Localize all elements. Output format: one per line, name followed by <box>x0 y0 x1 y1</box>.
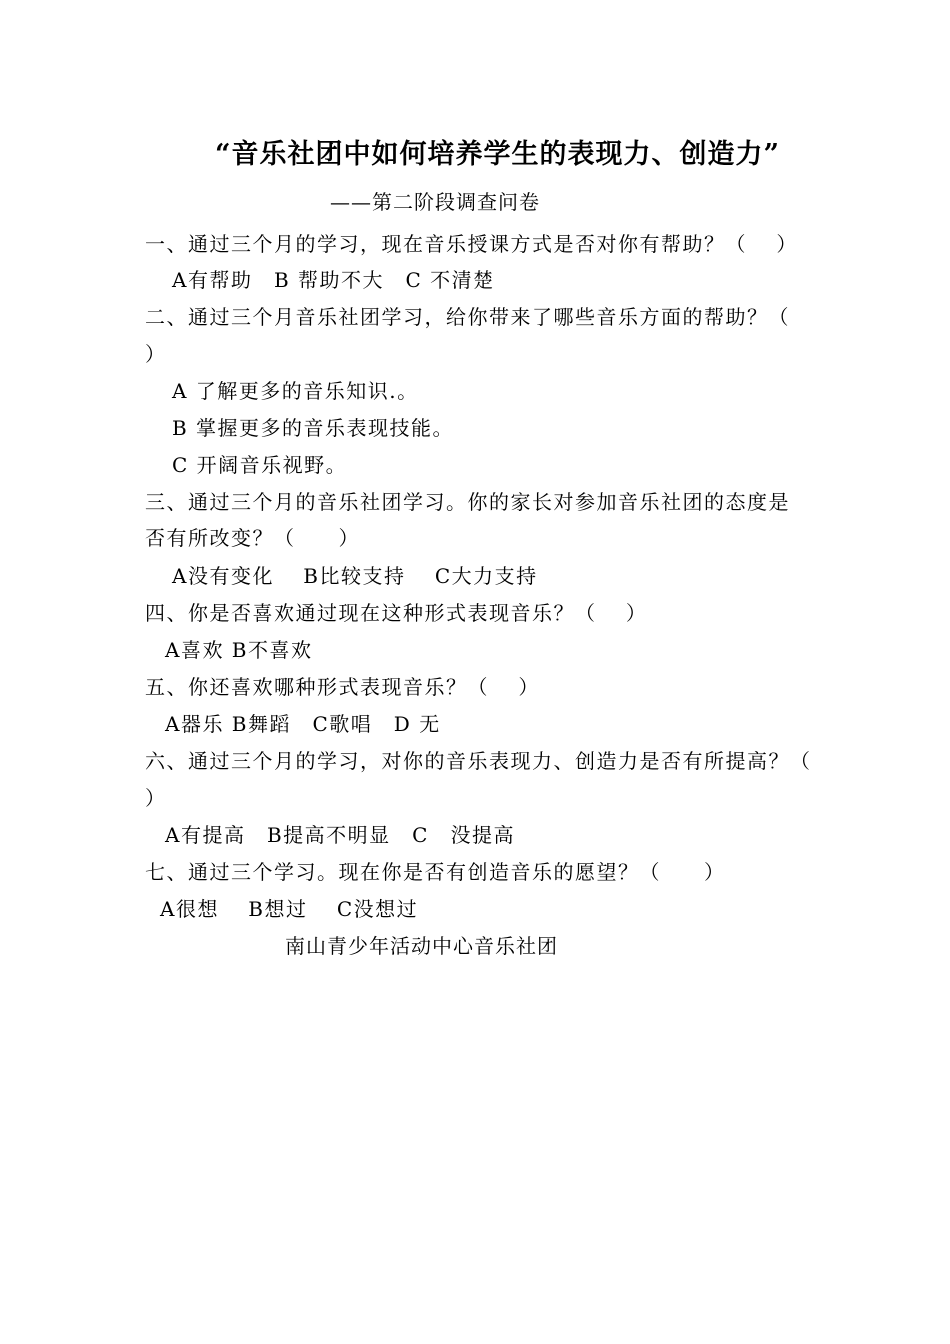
question-6-options: A有提高 B提高不明显 C 没提高 <box>165 823 515 847</box>
question-5-options: A器乐 B舞蹈 C歌唱 D 无 <box>165 712 441 736</box>
question-3-options: A没有变化 B比较支持 C大力支持 <box>172 564 538 588</box>
question-2-option-b: B 掌握更多的音乐表现技能。 <box>172 416 455 440</box>
question-3-continuation: 否有所改变？（ ） <box>145 526 360 550</box>
question-1: 一、通过三个月的学习，现在音乐授课方式是否对你有帮助？（ ） <box>145 232 798 256</box>
question-2: 二、通过三个月音乐社团学习，给你带来了哪些音乐方面的帮助？（ <box>145 305 790 329</box>
question-7: 七、通过三个学习。现在你是否有创造音乐的愿望？（ ） <box>145 860 726 884</box>
question-2-option-a: A 了解更多的音乐知识.。 <box>172 379 419 403</box>
question-2-continuation: ） <box>145 342 167 366</box>
question-3: 三、通过三个月的音乐社团学习。你的家长对参加音乐社团的态度是 <box>145 490 790 514</box>
document-title: “音乐社团中如何培养学生的表现力、创造力” <box>215 139 781 170</box>
question-6: 六、通过三个月的学习，对你的音乐表现力、创造力是否有所提高？（ <box>145 749 812 773</box>
document-subtitle: ——第二阶段调查问卷 <box>330 190 540 214</box>
question-6-continuation: ） <box>145 786 167 810</box>
question-7-options: A很想 B想过 C没想过 <box>160 897 419 921</box>
question-4-options: A喜欢 B不喜欢 <box>165 638 313 662</box>
document-footer: 南山青少年活动中心音乐社团 <box>285 934 558 958</box>
question-4: 四、你是否喜欢通过现在这种形式表现音乐？（ ） <box>145 601 648 625</box>
question-1-options: A有帮助 B 帮助不大 C 不清楚 <box>172 268 495 292</box>
question-2-option-c: C 开阔音乐视野。 <box>172 453 348 477</box>
question-5: 五、你还喜欢哪种形式表现音乐？（ ） <box>145 675 540 699</box>
